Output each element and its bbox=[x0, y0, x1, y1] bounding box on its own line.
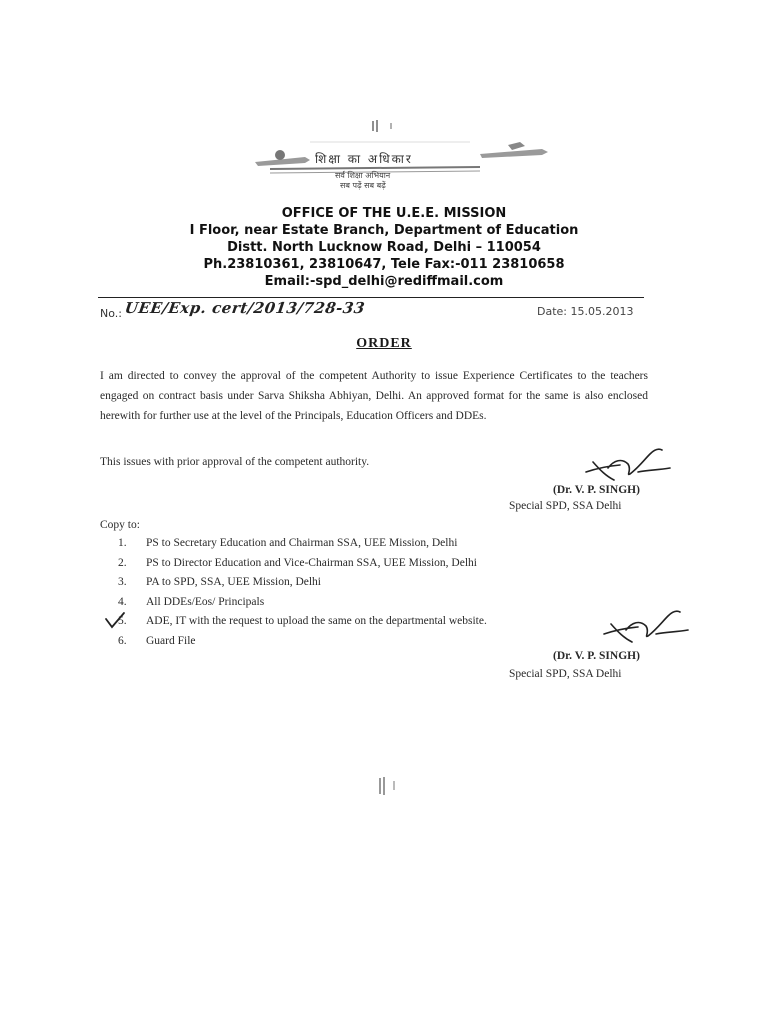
copy-to-item bbox=[118, 612, 487, 632]
copy-to-item-text: PS to Secretary Education and Chairman SSA, UEE Mission, Delhi bbox=[146, 537, 458, 549]
office-phone: Ph.23810361, 23810647, Tele Fax:-011 23810658 bbox=[203, 257, 565, 272]
copy-to-item bbox=[118, 534, 487, 554]
office-email: Email:-spd_delhi@rediffmail.com bbox=[264, 274, 504, 289]
copy-to-heading: Copy to: bbox=[100, 519, 140, 531]
letterhead-hindi-subtitle-1: सर्व शिक्षा अभियान bbox=[335, 171, 391, 180]
copy-to-item-text: ADE, IT with the request to upload the same on the departmental website. bbox=[146, 615, 487, 627]
copy-to-item-text: PS to Director Education and Vice-Chairman SSA, UEE Mission, Delhi bbox=[146, 556, 477, 569]
copy-to-item-text: PA to SPD, SSA, UEE Mission, Delhi bbox=[146, 576, 321, 588]
copy-to-item-number: 2. bbox=[118, 556, 127, 569]
reference-number-handwritten: UEE/Exp. cert/2013/728-33 bbox=[123, 299, 367, 317]
reference-label: No.: bbox=[100, 307, 122, 320]
handwritten-signature-2 bbox=[596, 602, 696, 657]
signatory-name-2: (Dr. V. P. SINGH) bbox=[553, 650, 640, 662]
order-paragraph-2: This issues with prior approval of the competent authority. bbox=[100, 456, 370, 468]
copy-to-list bbox=[118, 534, 487, 651]
order-paragraph-1: I am directed to convey the approval of the competent Authority to issue Experience Certificates to the teachers engaged on contract basis under Sarva Shiksha Abhiyan, Delhi. An approved format for the same is also enclosed herewith for further use at the level of the Principals, Education Officers and DDEs. bbox=[100, 370, 648, 422]
copy-to-item-text: Guard File bbox=[146, 634, 196, 647]
signatory-name-1: (Dr. V. P. SINGH) bbox=[553, 484, 640, 496]
office-name: OFFICE OF THE U.E.E. MISSION bbox=[281, 206, 507, 221]
letterhead-hindi-title: शिक्षा का अधिकार bbox=[315, 152, 413, 166]
office-address-line-1: I Floor, near Estate Branch, Department of Education bbox=[189, 223, 579, 238]
signatory-title-2: Special SPD, SSA Delhi bbox=[509, 668, 622, 680]
copy-to-item bbox=[118, 554, 487, 574]
office-address-line-2: Distt. North Lucknow Road, Delhi – 110054 bbox=[227, 240, 541, 255]
copy-to-item bbox=[118, 632, 487, 652]
copy-to-item-number: 3. bbox=[118, 576, 127, 588]
copy-to-item-number: 5. bbox=[118, 615, 127, 627]
letterhead-hindi-subtitle-2: सब पढ़ें सब बढ़ें bbox=[340, 181, 386, 190]
signatory-title-1: Special SPD, SSA Delhi bbox=[509, 500, 622, 512]
order-date: Date: 15.05.2013 bbox=[537, 305, 634, 318]
order-title: ORDER bbox=[356, 336, 412, 351]
copy-to-item bbox=[118, 593, 487, 613]
header-divider bbox=[98, 297, 644, 298]
copy-to-item bbox=[118, 573, 487, 593]
scan-mark-bottom bbox=[372, 776, 402, 801]
copy-to-item-number: 4. bbox=[118, 595, 127, 608]
copy-to-item-number: 6. bbox=[118, 634, 127, 647]
copy-to-item-text: All DDEs/Eos/ Principals bbox=[146, 595, 265, 608]
copy-to-item-number: 1. bbox=[118, 537, 127, 549]
